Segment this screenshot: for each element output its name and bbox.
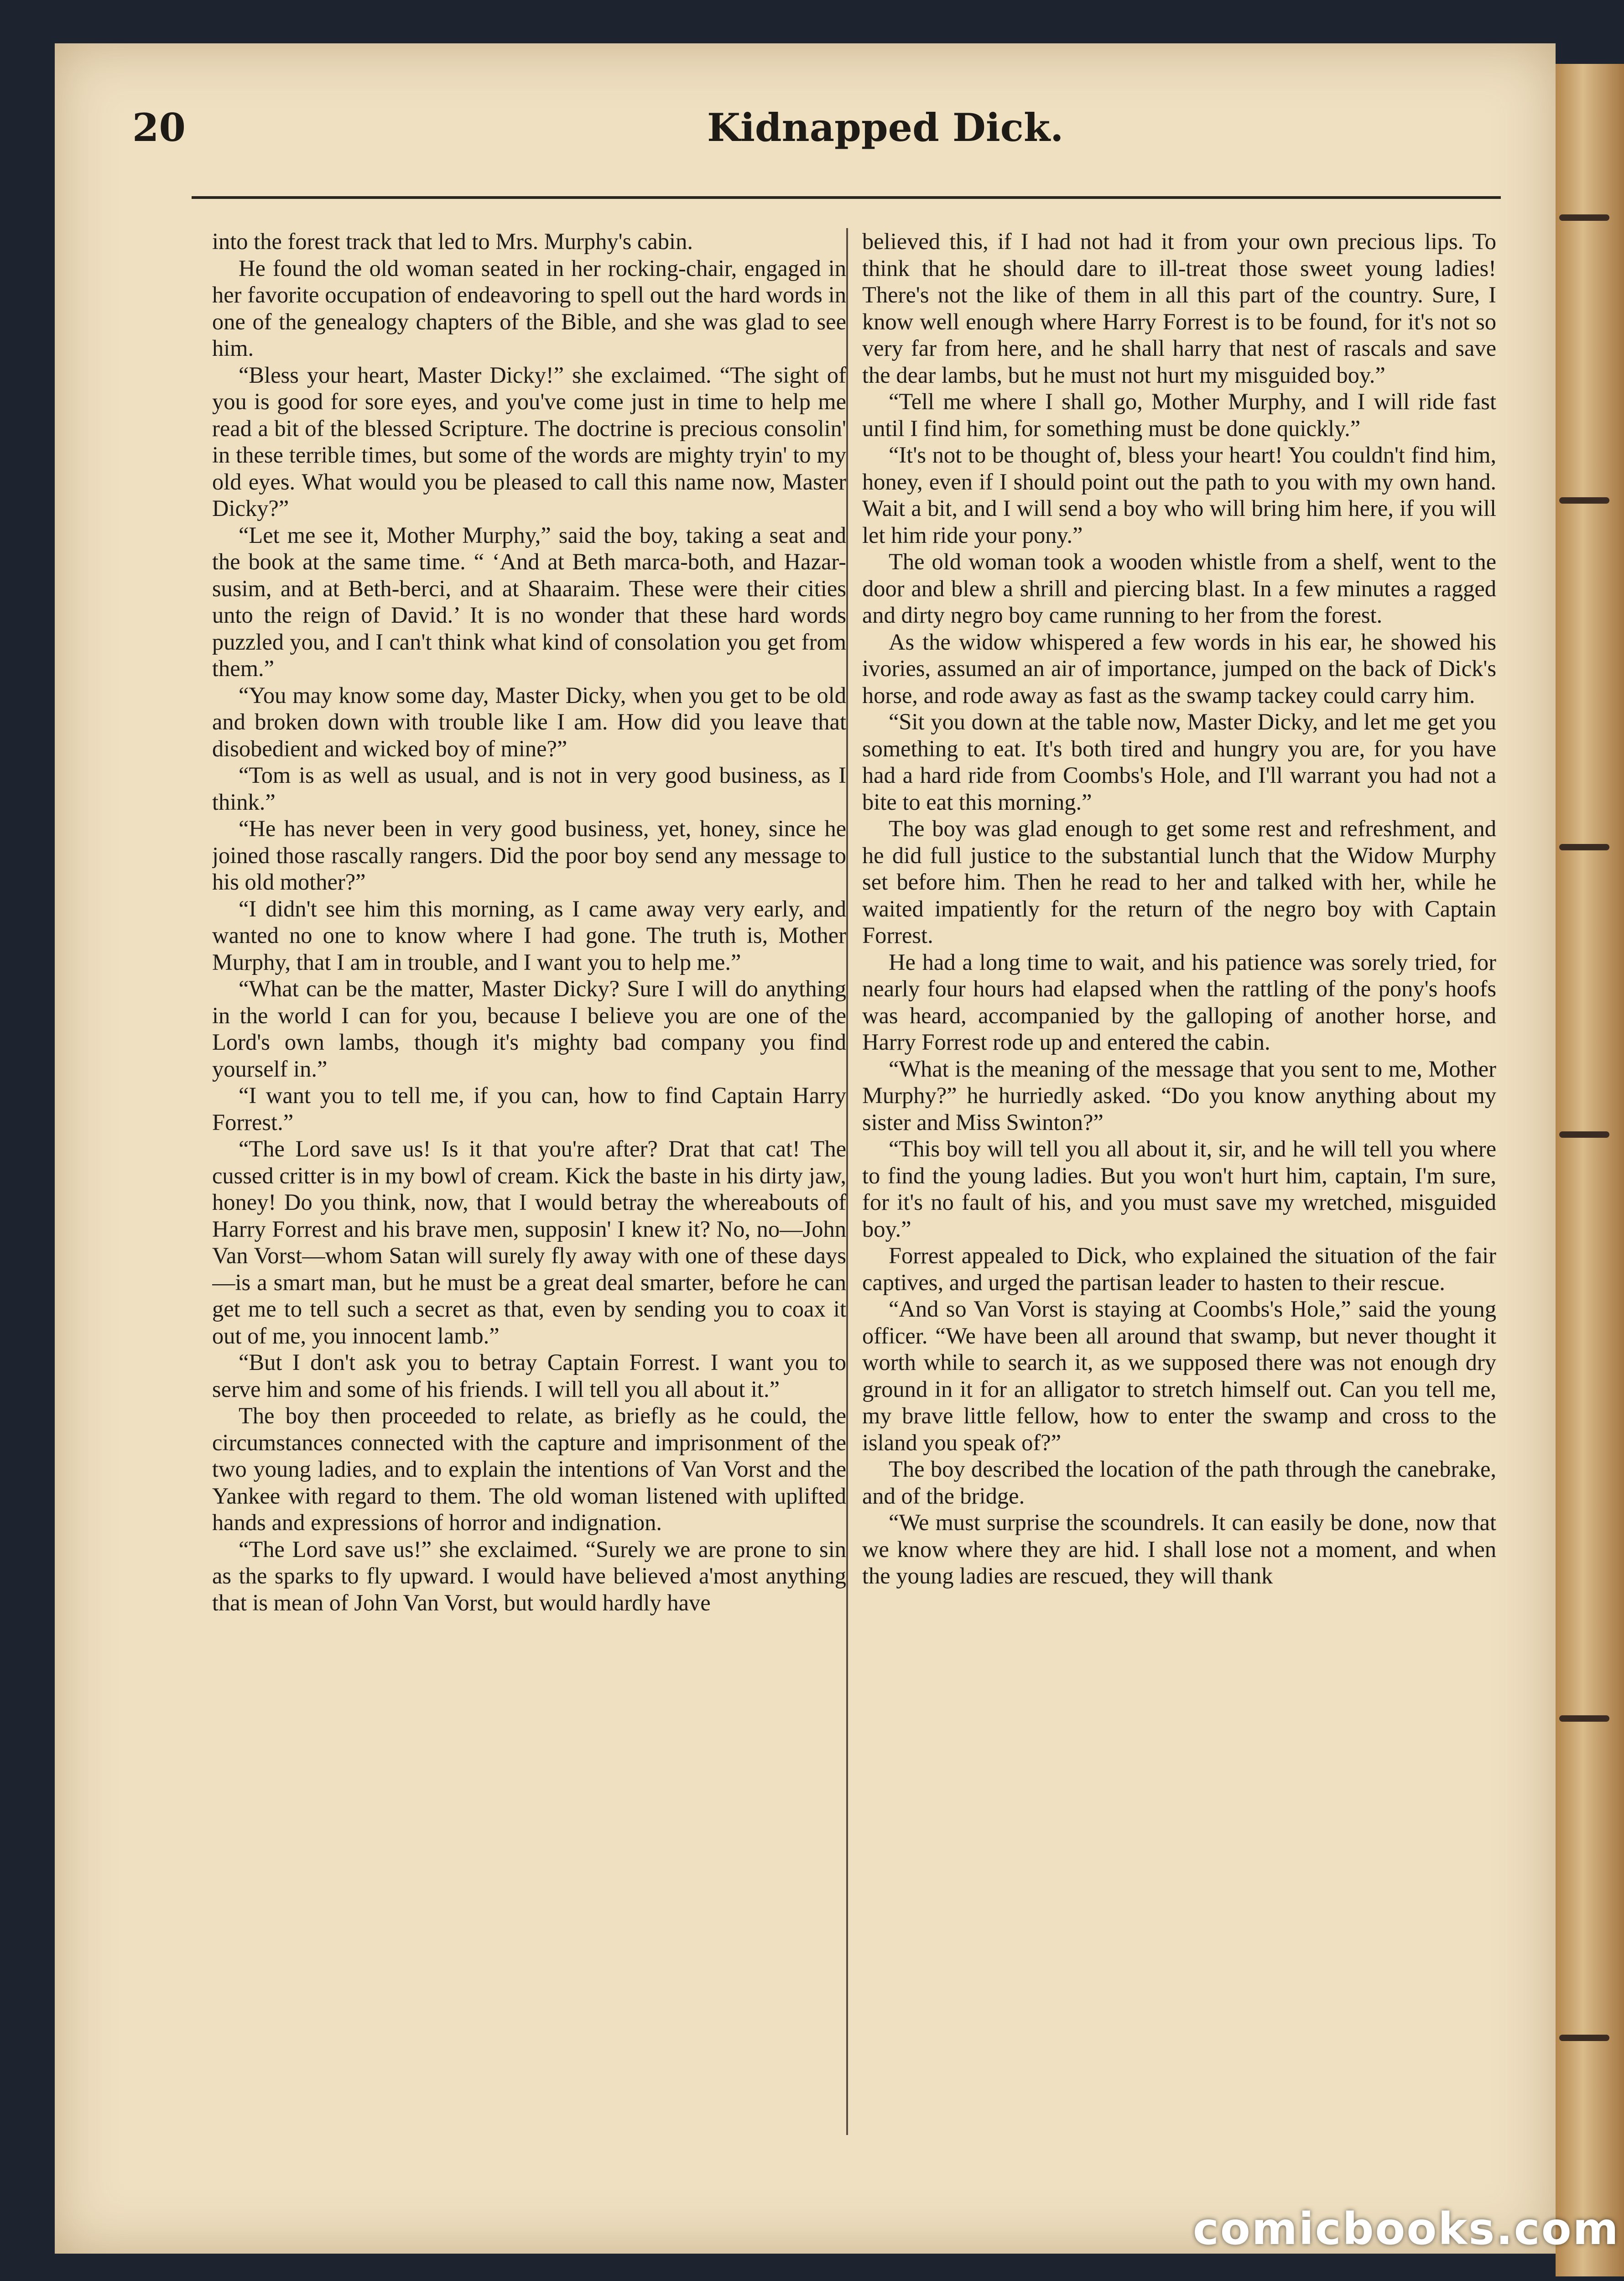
paragraph: believed this, if I had not had it from your own precious lips. To think that he should dare to ill-treat those sweet young ladies! There's not the like of them in all this part of the country. Sure, I know well enough where Harry Forrest is to be found, for it's not so very far from here, and he shall harry that nest of rascals and save the dear lambs, but he must not hurt my misguided boy.” [862,229,1496,388]
header-rule [192,196,1501,199]
binding-stitch [1559,1715,1609,1722]
binding-stitch [1559,844,1609,850]
paragraph: “I didn't see him this morning, as I came away very early, and wanted no one to know where I had gone. The truth is, Mother Murphy, that I am in trouble, and I want you to help me.” [212,896,846,975]
paragraph: As the widow whispered a few words in his ear, he showed his ivories, assumed an air of importance, jumped on the back of Dick's horse, and rode away as fast as the swamp tackey could carry him. [862,629,1496,708]
paragraph: “We must surprise the scoundrels. It can easily be done, now that we know where they are hid. I shall lose not a moment, and when the young ladies are rescued, they will thank [862,1510,1496,1588]
page-number: 20 [132,105,186,150]
binding-stitch [1559,1131,1609,1138]
paragraph: “This boy will tell you all about it, sir, and he will tell you where to find the young ladies. But you won't hurt him, captain, I'm sure, for it's no fault of his, and you must save my wretched, misguided boy.” [862,1136,1496,1242]
paragraph: “I want you to tell me, if you can, how to find Captain Harry Forrest.” [212,1083,846,1135]
paragraph: The boy described the location of the path through the canebrake, and of the bridge. [862,1456,1496,1509]
paragraph: “The Lord save us!” she exclaimed. “Surely we are prone to sin as the sparks to fly upward. I would have believed a'most anything that is mean of John Van Vorst, but would hardly have [212,1536,846,1615]
column-divider [846,228,848,2135]
paragraph: The boy then proceeded to relate, as briefly as he could, the circumstances connected with the capture and imprisonment of the two young ladies, and to explain the intentions of Van Vorst and the Yankee with regard to them. The old woman listened with uplifted hands and expressions of horror and indignation. [212,1403,846,1535]
paragraph: “Sit you down at the table now, Master Dicky, and let me get you something to eat. It's both tired and hungry you are, for you have had a hard ride from Coombs's Hole, and I'll warrant you had not a bite to eat this morning.” [862,709,1496,815]
book-spine [1556,64,1624,2276]
paragraph: “Tell me where I shall go, Mother Murphy, and I will ride fast until I find him, for something must be done quickly.” [862,389,1496,441]
paragraph: “He has never been in very good business, yet, honey, since he joined those rascally rangers. Did the poor boy send any message to his old mother?” [212,816,846,895]
running-title: Kidnapped Dick. [707,105,1064,150]
paragraph: “But I don't ask you to betray Captain Forrest. I want you to serve him and some of his friends. I will tell you all about it.” [212,1349,846,1402]
paragraph: “Let me see it, Mother Murphy,” said the boy, taking a seat and the book at the same time. “ ‘And at Beth marca-both, and Hazar-susim, and at Beth-berci, and at Shaaraim. These were their cities unto the reign of David.’ It is no wonder that these hard words puzzled you, and I can't think what kind of consolation you get from them.” [212,522,846,681]
page-header [132,105,1492,164]
paragraph: “The Lord save us! Is it that you're after? Drat that cat! The cussed critter is in my bowl of cream. Kick the baste in his dirty jaw, honey! Do you think, now, that I would betray the whereabouts of Harry Forrest and his brave men, supposin' I knew it? No, no—John Van Vorst—whom Satan will surely fly away with one of these days—is a smart man, but he must be a great deal smarter, before he can get me to tell such a secret as that, even by sending you to coax it out of me, you innocent lamb.” [212,1136,846,1349]
paragraph: Forrest appealed to Dick, who explained the situation of the fair captives, and urged the partisan leader to hasten to their rescue. [862,1243,1496,1295]
paragraph: “It's not to be thought of, bless your heart! You couldn't find him, honey, even if I should point out the path to you with my own hand. Wait a bit, and I will send a boy who will bring him here, if you will let him ride your pony.” [862,442,1496,548]
binding-stitch [1559,214,1609,221]
paragraph: The old woman took a wooden whistle from a shelf, went to the door and blew a shrill and piercing blast. In a few minutes a ragged and dirty negro boy came running to her from the forest. [862,549,1496,628]
paragraph: He found the old woman seated in her rocking-chair, engaged in her favorite occupation of endeavoring to spell out the hard words in one of the genealogy chapters of the Bible, and she was glad to see him. [212,255,846,361]
binding-stitch [1559,2035,1609,2041]
left-text-column [212,228,846,2144]
paragraph: “What can be the matter, Master Dicky? Sure I will do anything in the world I can for you, because I believe you are one of the Lord's own lambs, though it's mighty bad company you find yourself in.” [212,976,846,1082]
paragraph: “You may know some day, Master Dicky, when you get to be old and broken down with trouble like I am. How did you leave that disobedient and wicked boy of mine?” [212,682,846,761]
paragraph: “Bless your heart, Master Dicky!” she exclaimed. “The sight of you is good for sore eyes, and you've come just in time to help me read a bit of the blessed Scripture. The doctrine is precious consolin' in these terrible times, but some of the words are mighty tryin' to my old eyes. What would you be pleased to call this name now, Master Dicky?” [212,362,846,521]
paragraph: “What is the meaning of the message that you sent to me, Mother Murphy?” he hurriedly asked. “Do you know anything about my sister and Miss Swinton?” [862,1056,1496,1135]
paragraph: He had a long time to wait, and his patience was sorely tried, for nearly four hours had elapsed when the rattling of the pony's hoofs was heard, accompanied by the galloping of another horse, and Harry Forrest rode up and entered the cabin. [862,949,1496,1055]
paragraph: into the forest track that led to Mrs. Murphy's cabin. [212,229,693,254]
paragraph: “Tom is as well as usual, and is not in very good business, as I think.” [212,762,846,815]
right-text-column [862,228,1496,2144]
binding-stitch [1559,497,1609,504]
paragraph: “And so Van Vorst is staying at Coombs's Hole,” said the young officer. “We have been all around that swamp, but never thought it worth while to search it, as we supposed there was not enough dry ground in it for an alligator to stretch himself out. Can you tell me, my brave little fellow, how to enter the swamp and cross to the island you speak of?” [862,1296,1496,1455]
watermark: comicbooks.com [1193,2203,1620,2255]
paragraph: The boy was glad enough to get some rest and refreshment, and he did full justice to the substantial lunch that the Widow Murphy set before him. Then he read to her and talked with her, while he waited impatiently for the return of the negro boy with Captain Forrest. [862,816,1496,948]
